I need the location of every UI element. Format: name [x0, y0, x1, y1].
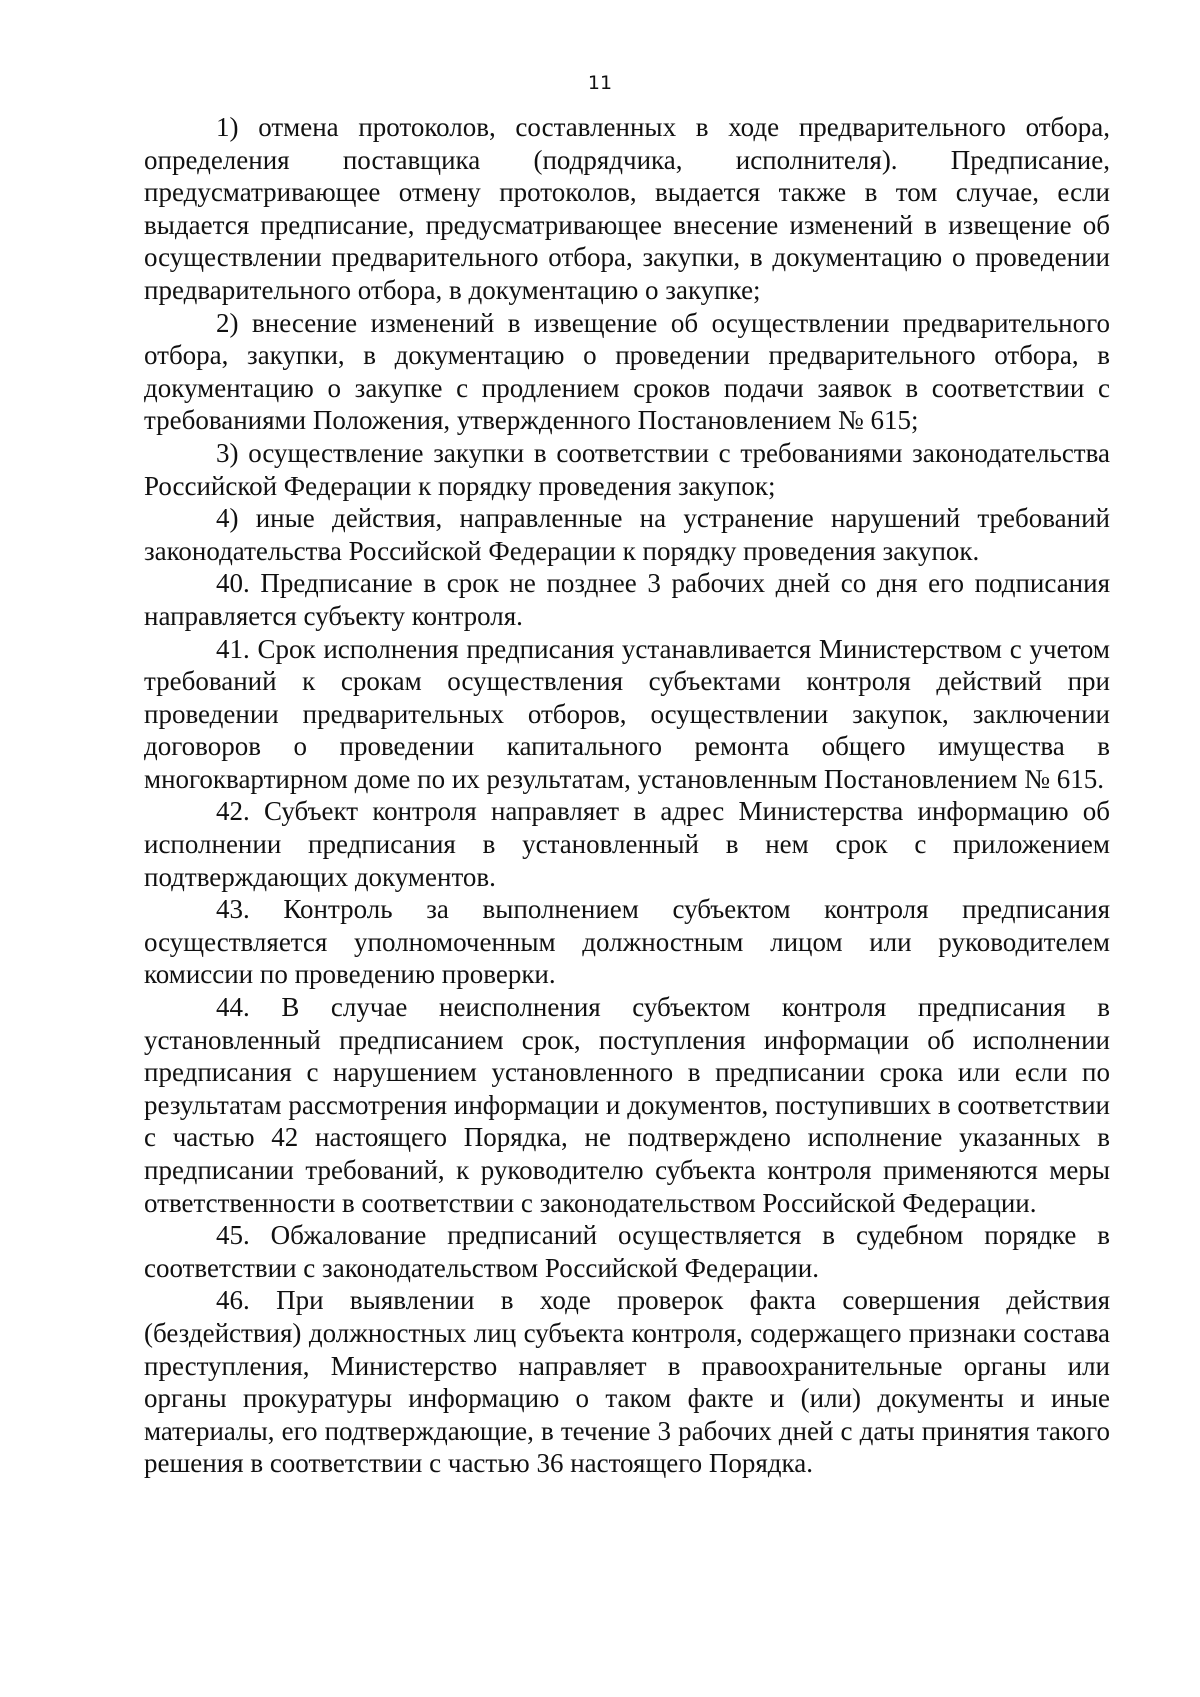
clause-41: 41. Срок исполнения предписания устанавливается Министерством с учетом требований к срокам осуществления субъектами контроля действий при проведении предварительных отборов, осуществлении закупок, заключении договоров о проведении капитального ремонта общего имущества в многоквартирном доме по их результатам, установленным Постановлением № 615. — [144, 633, 1110, 794]
item-1-cancel-protocols: 1) отмена протоколов, составленных в ходе предварительного отбора, определения поставщика (подрядчика, исполнителя). Предписание, предусматривающее отмену протоколов, выдается также в том случае, если выдается предписание, предусматривающее внесение изменений в извещение об осуществлении предварительного отбора, закупки, в документацию о проведении предварительного отбора, в документацию о закупке; — [144, 112, 1110, 305]
clause-40: 40. Предписание в срок не позднее 3 рабочих дней со дня его подписания направляется субъекту контроля. — [144, 568, 1110, 631]
clause-42: 42. Субъект контроля направляет в адрес Министерства информацию об исполнении предписания в установленный в нем срок с приложением подтверждающих документов. — [144, 796, 1110, 892]
item-3-conduct-procurement: 3) осуществление закупки в соответствии с требованиями законодательства Российской Федерации к порядку проведения закупок; — [144, 437, 1110, 501]
clause-45: 45. Обжалование предписаний осуществляется в судебном порядке в соответствии с законодательством Российской Федерации. — [144, 1220, 1110, 1283]
document-body — [144, 111, 1110, 1480]
item-2-amend-notice: 2) внесение изменений в извещение об осуществлении предварительного отбора, закупки, в документацию о проведении предварительного отбора, в документацию о закупке с продлением сроков подачи заявок в соответствии с требованиями Положения, утвержденного Постановлением № 615; — [144, 307, 1110, 436]
clause-46: 46. При выявлении в ходе проверок факта совершения действия (бездействия) должностных лиц субъекта контроля, содержащего признаки состава преступления, Министерство направляет в правоохранительные органы или органы прокуратуры информацию о таком факте и (или) документы и иные материалы, его подтверждающие, в течение 3 рабочих дней с даты принятия такого решения в соответствии с частью 36 настоящего Порядка. — [144, 1285, 1110, 1479]
clause-44: 44. В случае неисполнения субъектом контроля предписания в установленный предписанием срок, поступления информации об исполнении предписания с нарушением установленного в предписании срока или если по результатам рассмотрения информации и документов, поступивших в соответствии с частью 42 настоящего Порядка, не подтверждено исполнение указанных в предписании требований, к руководителю субъекта контроля применяются меры ответственности в соответствии с законодательством Российской Федерации. — [144, 992, 1110, 1218]
item-4-other-actions: 4) иные действия, направленные на устранение нарушений требований законодательства Российской Федерации к порядку проведения закупок. — [144, 503, 1110, 566]
clause-43: 43. Контроль за выполнением субъектом контроля предписания осуществляется уполномоченным должностным лицом или руководителем комиссии по проведению проверки. — [144, 894, 1110, 990]
page-number: 11 — [587, 72, 613, 94]
